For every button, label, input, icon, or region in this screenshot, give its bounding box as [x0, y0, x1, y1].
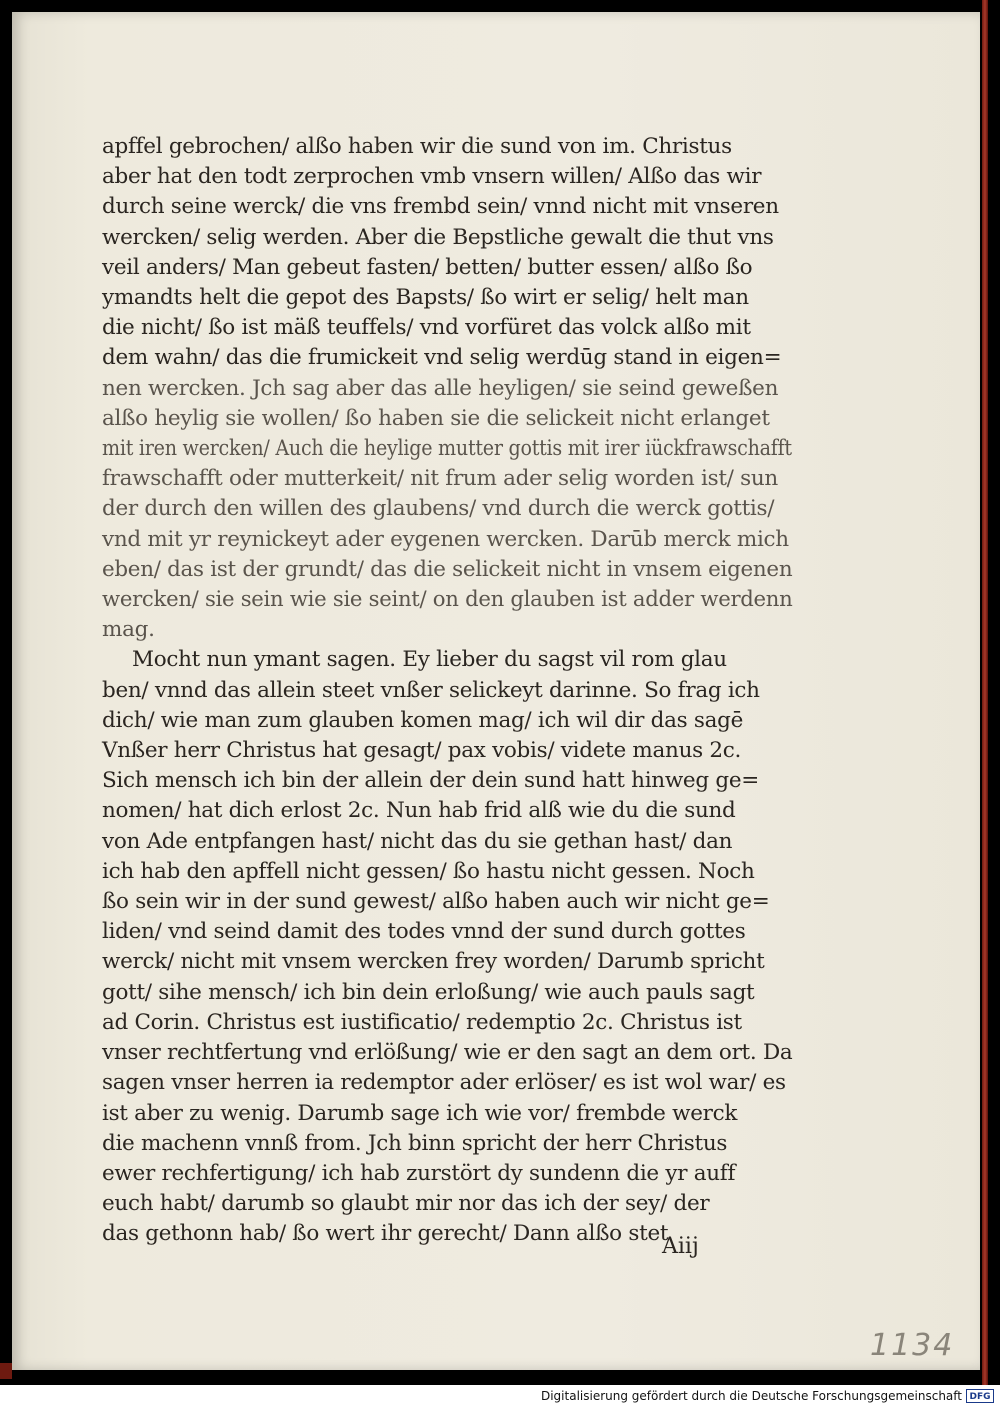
text-line: durch seine werck/ die vns frembd sein/ vnnd nicht mit vnseren [102, 194, 779, 220]
text-line: vnser rechtfertung vnd erlößung/ wie er den sagt an dem ort. Da [102, 1040, 793, 1066]
text-line: apffel gebrochen/ alßo haben wir die sund von im. Christus [102, 134, 732, 159]
text-line: ad Corin. Christus est iustificatio/ redemptio 2c. Christus ist [102, 1009, 742, 1035]
text-line: der durch den willen des glaubens/ vnd durch die werck gottis/ [102, 496, 775, 522]
signature-mark: Aiij [662, 1234, 699, 1259]
text-line: mag. [102, 617, 155, 643]
text-line: aber hat den todt zerprochen vmb vnsern willen/ Alßo das wir [102, 164, 762, 190]
text-line: ben/ vnnd das allein steet vnßer selickeyt darinne. So frag ich [102, 677, 760, 703]
footer-credit: Digitalisierung gefördert durch die Deutsche Forschungsgemeinschaft [540, 1389, 962, 1403]
text-line: von Ade entpfangen hast/ nicht das du sie gethan hast/ dan [102, 828, 733, 854]
text-line: werck/ nicht mit vnsem wercken frey worden/ Darumb spricht [102, 949, 765, 975]
text-line: vnd mit yr reynickeyt ader eygenen wercken. Darūb merck mich [102, 526, 789, 552]
binding-edge [982, 0, 988, 1409]
text-line: gott/ sihe mensch/ ich bin dein erloßung/ wie auch pauls sagt [102, 979, 755, 1005]
text-line: wercken/ sie sein wie sie seint/ on den glauben ist adder werdenn [102, 587, 793, 613]
dfg-logo: DFG [966, 1389, 994, 1403]
text-line: wercken/ selig werden. Aber die Bepstliche gewalt die thut vns [102, 224, 774, 250]
text-line: nen wercken. Jch sag aber das alle heyligen/ sie seind geweßen [102, 375, 779, 401]
body-text [102, 132, 792, 1250]
text-line: Sich mensch ich bin der allein der dein sund hatt hinweg ge= [102, 768, 759, 794]
text-line: ewer rechfertigung/ ich hab zurstört dy sundenn die yr auff [102, 1160, 736, 1186]
text-line: nomen/ hat dich erlost 2c. Nun hab frid alß wie du die sund [102, 798, 736, 824]
text-line: Mocht nun ymant sagen. Ey lieber du sagst vil rom glau [132, 647, 727, 673]
text-line: liden/ vnd seind damit des todes vnnd der sund durch gottes [102, 919, 746, 945]
text-line: mit iren wercken/ Auch die heylige mutter gottis mit irer iückfrawschafft [102, 436, 792, 462]
text-line: die nicht/ ßo ist mäß teuffels/ vnd vorfüret das volck alßo mit [102, 315, 751, 341]
text-line: ymandts helt die gepot des Bapsts/ ßo wirt er selig/ helt man [102, 285, 749, 311]
scanned-page [12, 12, 980, 1370]
folio-number: 1134 [870, 1328, 955, 1363]
text-line: Vnßer herr Christus hat gesagt/ pax vobis/ videte manus 2c. [102, 738, 742, 764]
text-line: sagen vnser herren ia redemptor ader erlöser/ es ist wol war/ es [102, 1070, 786, 1096]
footer-bar [0, 1385, 1000, 1409]
text-line: das gethonn hab/ ßo wert ihr gerecht/ Dann alßo stet [102, 1221, 669, 1247]
text-line: ßo sein wir in der sund gewest/ alßo haben auch wir nicht ge= [102, 889, 770, 915]
text-line: die machenn vnnß from. Jch binn spricht der herr Christus [102, 1130, 728, 1156]
text-line: ist aber zu wenig. Darumb sage ich wie vor/ frembde werck [102, 1100, 738, 1126]
text-line: eben/ das ist der grundt/ das die selickeit nicht in vnsem eigenen [102, 556, 793, 582]
binding-stitch [0, 1363, 12, 1379]
text-line: frawschafft oder mutterkeit/ nit frum ader selig worden ist/ sun [102, 466, 778, 492]
text-line: dich/ wie man zum glauben komen mag/ ich wil dir das sagē [102, 707, 744, 733]
text-line: euch habt/ darumb so glaubt mir nor das ich der sey/ der [102, 1191, 710, 1217]
text-line: alßo heylig sie wollen/ ßo haben sie die selickeit nicht erlanget [102, 405, 770, 431]
text-line: ich hab den apffell nicht gessen/ ßo hastu nicht gessen. Noch [102, 858, 755, 884]
text-line: dem wahn/ das die frumickeit vnd selig werdūg stand in eigen= [102, 345, 782, 371]
text-line: veil anders/ Man gebeut fasten/ betten/ butter essen/ alßo ßo [102, 254, 753, 280]
